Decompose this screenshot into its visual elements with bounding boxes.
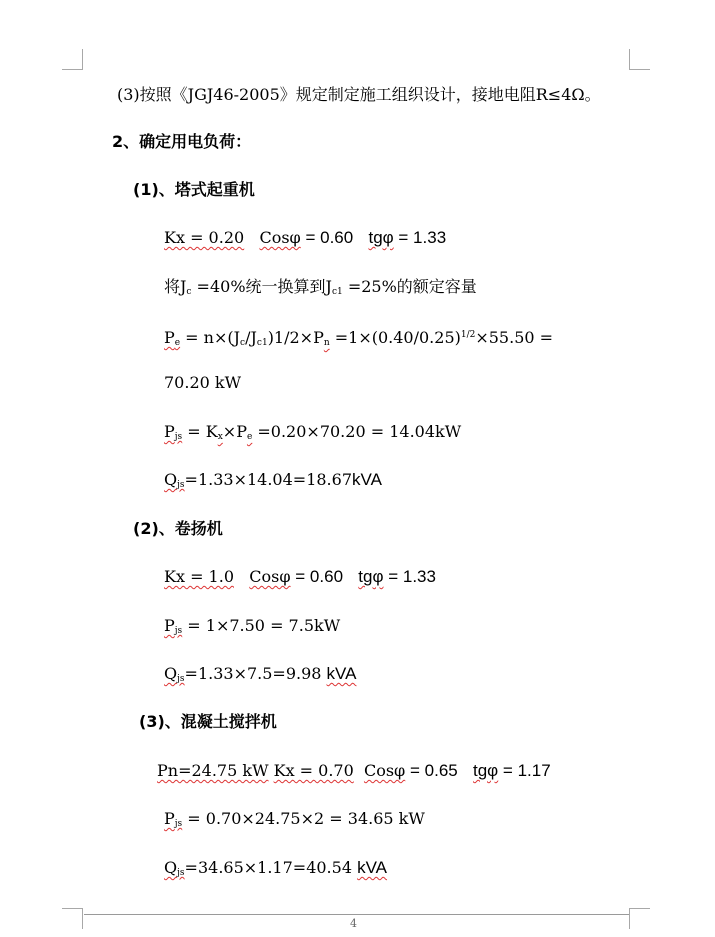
pjs-symbol: $P_{js}$ — [164, 422, 183, 442]
mixer-cos-value: = 0.65 — [405, 761, 458, 780]
crane-heading: (1)、塔式起重机 — [133, 180, 255, 199]
crane-conversion-text — [164, 276, 477, 303]
hoist-tg-value: = 1.33 — [383, 567, 436, 586]
hoist-coefficients — [164, 566, 436, 588]
mixer-cos-label: Cosφ — [363, 761, 406, 780]
crane-pe-result: 70.20 kW — [164, 373, 242, 392]
crane-pjs-formula: $P_{js} = K_x\times P_e =0.20\times 70.20 = 14.04kW$ — [164, 422, 462, 442]
conv-pre: 将J — [164, 277, 187, 296]
hoist-qjs-formula: $Q_{js}=1.33\times 7.5=9.98$ kVA — [164, 664, 357, 684]
mixer-coefficients — [157, 760, 551, 782]
crane-pe-formula: $P_e = n\times(J_c/J_{c1})1/2\times P_n =1\times(0.40/0.25)^{1/2}\times 55.50$ = — [164, 328, 554, 348]
crane-cos-label: Cosφ — [259, 228, 301, 247]
pe-expr-1: = n×(J — [180, 328, 241, 347]
conv-sub1: c — [186, 287, 192, 297]
mixer-heading: (3)、混凝土搅拌机 — [139, 712, 277, 731]
mixer-pjs-formula: $P_{js} = 0.70\times 24.75\times 2 = 34.65$ kW — [164, 809, 425, 829]
footer-rule — [84, 914, 629, 915]
hoist-pjs-formula: $P_{js} = 1\times 7.50 = 7.5kW$ — [164, 616, 341, 636]
hoist-heading: (2)、卷扬机 — [133, 519, 223, 538]
hoist-cos-value: = 0.60 — [290, 567, 344, 586]
hoist-qjs-unit: kVA — [326, 664, 357, 683]
conv-post: =25%的额定容量 — [342, 277, 477, 296]
page-number: 4 — [350, 917, 357, 930]
corner-mark-top-right — [629, 49, 650, 70]
hoist-tg-label: tgφ — [358, 567, 384, 586]
mixer-qjs-formula: $Q_{js}=34.65\times 1.17=40.54$ kVA — [164, 858, 388, 878]
pe-symbol: $P_e$ — [164, 328, 181, 348]
crane-tg-label: tgφ — [368, 228, 394, 247]
crane-cos-value: = 0.60 — [300, 228, 354, 247]
conv-mid: =40%统一换算到J — [191, 277, 332, 296]
crane-kx: Kx = 0.20 — [164, 228, 245, 247]
crane-tg-value: = 1.33 — [393, 228, 447, 247]
grounding-rule-text: (3)按照《JGJ46-2005》规定制定施工组织设计，接地电阻R≤4Ω。 — [117, 85, 601, 104]
corner-mark-top-left — [62, 49, 83, 70]
qjs-symbol: $Q_{js}$ — [164, 470, 185, 490]
corner-mark-bottom-left — [62, 908, 83, 929]
hoist-cos-label: Cosφ — [249, 567, 291, 586]
mixer-tg-value: = 1.17 — [498, 761, 551, 780]
crane-coefficients — [164, 227, 446, 249]
corner-mark-bottom-right — [629, 908, 650, 929]
conv-sub2: c1 — [331, 287, 343, 297]
mixer-tg-label: tgφ — [473, 761, 499, 780]
section-title: 2、确定用电负荷： — [112, 132, 252, 151]
mixer-qjs-unit: kVA — [357, 858, 388, 877]
crane-qjs-formula: $Q_{js}=1.33\times 14.04=18.67kVA$ — [164, 470, 382, 490]
qjs-unit: kVA — [352, 470, 382, 489]
hoist-kx: Kx = 1.0 — [164, 567, 234, 586]
mixer-kx: Kx = 0.70 — [273, 761, 354, 780]
mixer-pn: Pn=24.75 kW — [157, 761, 269, 780]
